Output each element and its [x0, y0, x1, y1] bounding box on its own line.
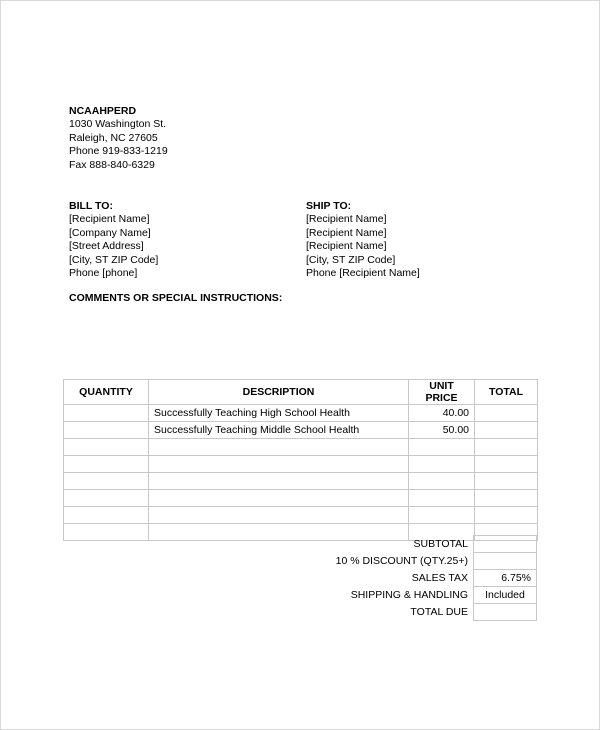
totals-row-discount [301, 553, 537, 570]
table-row [64, 405, 538, 422]
cell-total[interactable] [475, 439, 538, 456]
totals-table [301, 535, 537, 621]
bill-to-block [69, 200, 158, 280]
cell-description[interactable] [149, 507, 409, 524]
cell-quantity[interactable] [64, 439, 149, 456]
totals-row-subtotal [301, 536, 537, 553]
discount-value[interactable] [474, 553, 537, 570]
cell-unit-price[interactable]: 50.00 [409, 422, 475, 439]
sender-address [69, 105, 168, 172]
discount-label: 10 % DISCOUNT (QTY.25+) [335, 555, 468, 567]
header-total: TOTAL [475, 380, 538, 405]
cell-quantity[interactable] [64, 507, 149, 524]
table-row [64, 473, 538, 490]
ship-to-heading: SHIP TO: [306, 200, 352, 212]
totals-row-total-due [301, 604, 537, 621]
sender-city: Raleigh, NC 27605 [69, 131, 158, 144]
cell-description[interactable] [149, 439, 409, 456]
cell-description[interactable] [149, 490, 409, 507]
cell-description[interactable]: Successfully Teaching Middle School Health [149, 422, 409, 439]
cell-quantity[interactable] [64, 422, 149, 439]
cell-unit-price[interactable] [409, 456, 475, 473]
ship-to-block [306, 200, 420, 280]
header-description: DESCRIPTION [149, 380, 409, 405]
ship-to-line[interactable]: [Recipient Name] [306, 213, 387, 226]
table-header-row [64, 380, 538, 405]
table-row [64, 507, 538, 524]
table-row [64, 490, 538, 507]
cell-unit-price[interactable]: 40.00 [409, 405, 475, 422]
cell-unit-price[interactable] [409, 439, 475, 456]
total-due-label: TOTAL DUE [410, 606, 468, 618]
shipping-value[interactable]: Included [474, 587, 537, 604]
totals-row-shipping [301, 587, 537, 604]
cell-description[interactable]: Successfully Teaching High School Health [149, 405, 409, 422]
subtotal-label: SUBTOTAL [413, 538, 468, 550]
comments-heading: COMMENTS OR SPECIAL INSTRUCTIONS: [69, 292, 283, 304]
cell-description[interactable] [149, 456, 409, 473]
cell-unit-price[interactable] [409, 473, 475, 490]
cell-quantity[interactable] [64, 456, 149, 473]
bill-to-line[interactable]: [Company Name] [69, 226, 151, 239]
bill-to-line[interactable]: Phone [phone] [69, 267, 138, 280]
sales-tax-value[interactable]: 6.75% [474, 570, 537, 587]
cell-quantity[interactable] [64, 473, 149, 490]
table-row [64, 422, 538, 439]
sales-tax-label: SALES TAX [411, 572, 468, 584]
ship-to-line[interactable]: [Recipient Name] [306, 240, 387, 253]
table-row [64, 456, 538, 473]
sender-fax: Fax 888-840-6329 [69, 158, 155, 171]
cell-unit-price[interactable] [409, 490, 475, 507]
cell-quantity[interactable] [64, 405, 149, 422]
header-unit-price: UNIT PRICE [409, 380, 475, 405]
bill-to-heading: BILL TO: [69, 200, 113, 212]
cell-quantity[interactable] [64, 524, 149, 541]
cell-total[interactable] [475, 507, 538, 524]
header-quantity: QUANTITY [64, 380, 149, 405]
sender-name: NCAAHPERD [69, 105, 137, 117]
cell-description[interactable] [149, 473, 409, 490]
bill-to-line[interactable]: [Street Address] [69, 240, 144, 253]
shipping-label: SHIPPING & HANDLING [350, 589, 468, 601]
cell-total[interactable] [475, 473, 538, 490]
cell-total[interactable] [475, 490, 538, 507]
subtotal-value[interactable] [474, 536, 537, 553]
cell-total[interactable] [475, 422, 538, 439]
ship-to-line[interactable]: [Recipient Name] [306, 226, 387, 239]
cell-unit-price[interactable] [409, 507, 475, 524]
ship-to-line[interactable]: [City, ST ZIP Code] [306, 253, 396, 266]
total-due-value[interactable] [474, 604, 537, 621]
ship-to-line[interactable]: Phone [Recipient Name] [306, 267, 420, 280]
totals-row-sales-tax [301, 570, 537, 587]
bill-to-line[interactable]: [Recipient Name] [69, 213, 150, 226]
cell-total[interactable] [475, 456, 538, 473]
bill-to-line[interactable]: [City, ST ZIP Code] [69, 253, 159, 266]
sender-phone: Phone 919-833-1219 [69, 145, 168, 158]
line-items-table [63, 379, 538, 541]
cell-quantity[interactable] [64, 490, 149, 507]
sender-street: 1030 Washington St. [69, 118, 167, 131]
cell-total[interactable] [475, 405, 538, 422]
table-row [64, 439, 538, 456]
